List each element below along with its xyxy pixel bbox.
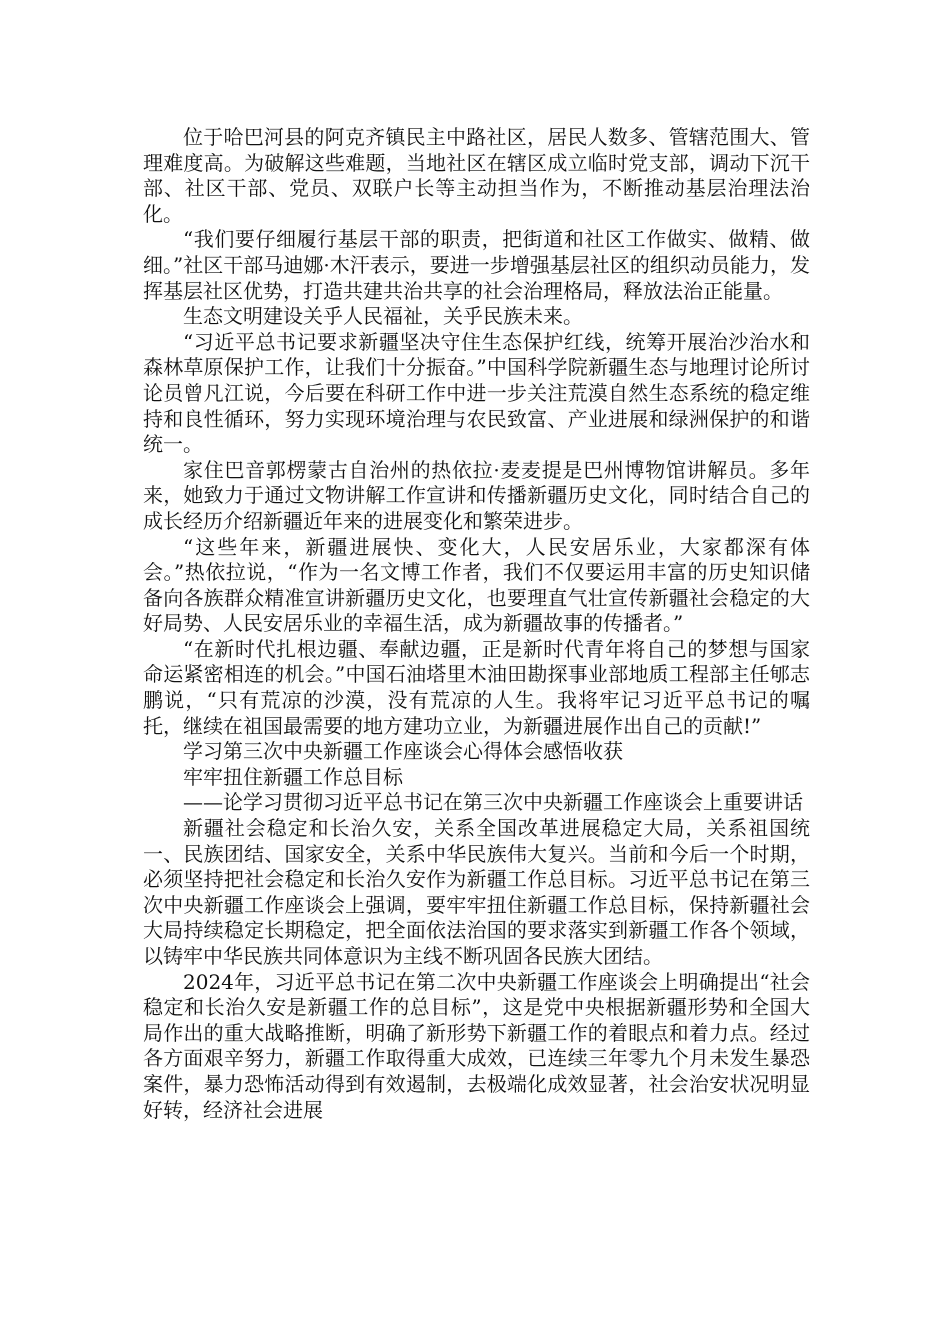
paragraph-oilfield-quote: “在新时代扎根边疆、奉献边疆，正是新时代青年将自己的梦想与国家命运紧密相连的机会。”中国石油塔里木油田勘探事业部地质工程部主任郇志鹏说，“只有荒凉的沙漠，没有荒凉的人生。我将牢记习近平总书记的嘱托，继续在祖国最需要的地方建功立业，为新疆进展作出自己的贡献!” [143, 636, 810, 738]
paragraph-museum-guide: 家住巴音郭楞蒙古自治州的热依拉·麦麦提是巴州博物馆讲解员。多年来，她致力于通过文物讲解工作宣讲和传播新疆历史文化，同时结合自己的成长经历介绍新疆近年来的进展变化和繁荣进步。 [143, 457, 810, 533]
paragraph-overall-goal: 新疆社会稳定和长治久安，关系全国改革进展稳定大局，关系祖国统一、民族团结、国家安全，关系中华民族伟大复兴。当前和今后一个时期，必须坚持把社会稳定和长治久安作为新疆工作总目标。习近平总书记在第三次中央新疆工作座谈会上强调，要牢牢扭住新疆工作总目标，保持新疆社会大局持续稳定长期稳定，把全面依法治国的要求落实到新疆工作各个领域，以铸牢中华民族共同体意识为主线不断巩固各民族大团结。 [143, 816, 810, 968]
paragraph-community-governance: 位于哈巴河县的阿克齐镇民主中路社区，居民人数多、管辖范围大、管理难度高。为破解这些难题，当地社区在辖区成立临时党支部，调动下沉干部、社区干部、党员、双联户长等主动担当作为，不断推动基层治理法治化。 [143, 125, 810, 226]
paragraph-goal-history: 2024年，习近平总书记在第二次中央新疆工作座谈会上明确提出“社会稳定和长治久安是新疆工作的总目标”，这是党中央根据新疆形势和全国大局作出的重大战略推断，明确了新形势下新疆工作的着眼点和着力点。经过各方面艰辛努力，新疆工作取得重大成效，已连续三年零九个月未发生暴恐案件，暴力恐怖活动得到有效遏制，去极端化成效显著，社会治安状况明显好转，经济社会进展 [143, 969, 810, 1122]
paragraph-ecology-researcher: “习近平总书记要求新疆坚决守住生态保护红线，统筹开展治沙治水和森林草原保护工作，让我们十分振奋。”中国科学院新疆生态与地理讨论所讨论员曾凡江说，今后要在科研工作中进一步关注荒漠自然生态系统的稳定维持和良性循环，努力实现环境治理与农民致富、产业进展和绿洲保护的和谐统一。 [143, 329, 810, 457]
article-title: 牢牢扭住新疆工作总目标 [183, 764, 403, 789]
paragraph-ecology-intro: 生态文明建设关乎人民福祉，关乎民族未来。 [183, 304, 583, 329]
section-heading-study: 学习第三次中央新疆工作座谈会心得体会感悟收获 [183, 739, 623, 764]
paragraph-museum-quote: “这些年来，新疆进展快、变化大，人民安居乐业，大家都深有体会。”热依拉说，“作为一名文博工作者，我们不仅要运用丰富的历史知识储备向各族群众精准宣讲新疆历史文化，也要理直气壮宣传新疆社会稳定的大好局势、人民安居乐业的幸福生活，成为新疆故事的传播者。” [143, 534, 810, 636]
paragraph-cadre-quote: “我们要仔细履行基层干部的职责，把街道和社区工作做实、做精、做细。”社区干部马迪娜·木汗表示，要进一步增强基层社区的组织动员能力，发挥基层社区优势，打造共建共治共享的社会治理格局，释放法治正能量。 [143, 227, 810, 303]
document-page [143, 125, 810, 1123]
article-subtitle: ——论学习贯彻习近平总书记在第三次中央新疆工作座谈会上重要讲话 [183, 790, 803, 815]
